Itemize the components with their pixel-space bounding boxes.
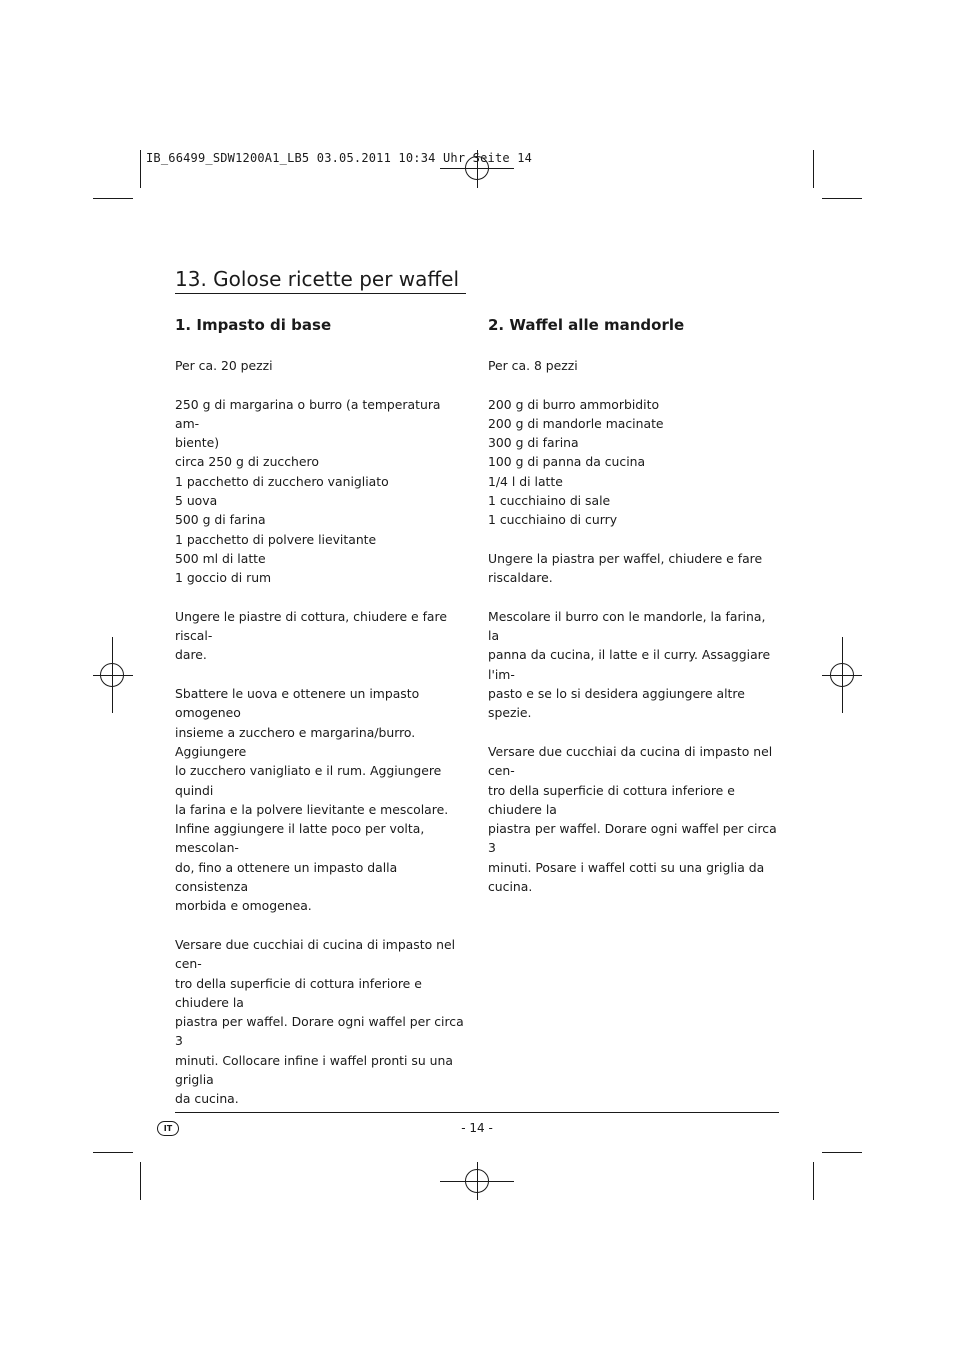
ingredient-line: biente) [175,435,220,451]
instruction-paragraph [175,684,467,916]
footer-rule [175,1112,779,1113]
text-line: Ungere la piastra per waffel, chiudere e fare [488,550,763,566]
ingredient-line: 1 cucchiaino di sale [488,493,611,509]
ingredient-line: 1 pacchetto di zucchero vanigliato [175,473,389,489]
text-line: lo zucchero vanigliato e il rum. Aggiungere quindi [175,763,442,798]
ingredient-line: 200 g di mandorle macinate [488,415,664,431]
text-line: piastra per waffel. Dorare ogni waffel per circa 3 [175,1014,464,1049]
text-line: Mescolare il burro con le mandorle, la farina, la [488,608,766,644]
print-slug: IB_66499_SDW1200A1_LB5 03.05.2011 10:34 Uhr Seite 14 [146,151,533,165]
recipe-basic-batter [175,316,467,1128]
text-line: Ungere le piastre di cottura, chiudere e fare riscal- [175,608,447,644]
recipe-yield: Per ca. 8 pezzi [488,358,578,373]
language-badge: IT [157,1121,179,1136]
recipe-heading: 1. Impasto di base [175,316,332,334]
ingredient-line: 500 ml di latte [175,550,266,566]
ingredient-line: 300 g di farina [488,435,579,451]
text-line: minuti. Collocare infine i waffel pronti su una griglia [175,1052,453,1087]
text-line: dare. [175,647,207,663]
ingredient-line: 1 pacchetto di polvere lievitante [175,531,377,547]
ingredient-line: 1/4 l di latte [488,473,563,489]
ingredient-list [488,395,780,530]
ingredient-line: 200 g di burro ammorbidito [488,396,660,412]
text-line: la farina e la polvere lievitante e mescolare. [175,801,449,817]
ingredient-line: 1 goccio di rum [175,570,272,586]
instruction-paragraph [175,607,467,665]
text-line: do, fino a ottenere un impasto dalla consistenza [175,859,398,895]
ingredient-line: 1 cucchiaino di curry [488,512,618,528]
text-line: pasto e se lo si desidera aggiungere altre spezie. [488,686,745,721]
ingredient-line: circa 250 g di zucchero [175,454,319,470]
text-line: tro della superficie di cottura inferiore e chiudere la [175,975,422,1010]
page-title: 13. Golose ricette per waffel [175,267,466,294]
recipe-yield: Per ca. 20 pezzi [175,358,273,373]
text-line: insieme a zucchero e margarina/burro. Aggiungere [175,724,416,759]
ingredient-line: 100 g di panna da cucina [488,454,646,470]
text-line: riscaldare. [488,570,553,586]
recipe-almond-waffles [488,316,780,916]
text-line: tro della superficie di cottura inferiore e chiudere la [488,782,735,817]
page-number: - 14 - [461,1121,493,1135]
text-line: Sbattere le uova e ottenere un impasto omogeneo [175,686,420,721]
ingredient-line: 250 g di margarina o burro (a temperatura am- [175,396,441,431]
text-line: Versare due cucchiai da cucina di impasto nel cen- [488,743,773,779]
text-line: morbida e omogenea. [175,898,312,914]
text-line: Versare due cucchiai di cucina di impasto nel cen- [175,936,456,972]
instruction-paragraph [488,549,780,588]
text-line: piastra per waffel. Dorare ogni waffel per circa 3 [488,821,777,856]
text-line: Infine aggiungere il latte poco per volta, mescolan- [175,821,425,856]
ingredient-line: 500 g di farina [175,512,266,528]
text-line: minuti. Posare i waffel cotti su una griglia da cucina. [488,859,765,895]
ingredient-line: 5 uova [175,493,218,509]
ingredient-list [175,395,467,588]
text-line: panna da cucina, il latte e il curry. Assaggiare l'im- [488,647,771,682]
instruction-paragraph [175,935,467,1109]
recipe-heading: 2. Waffel alle mandorle [488,316,685,334]
instruction-paragraph [488,742,780,896]
instruction-paragraph [488,607,780,723]
text-line: da cucina. [175,1091,239,1107]
